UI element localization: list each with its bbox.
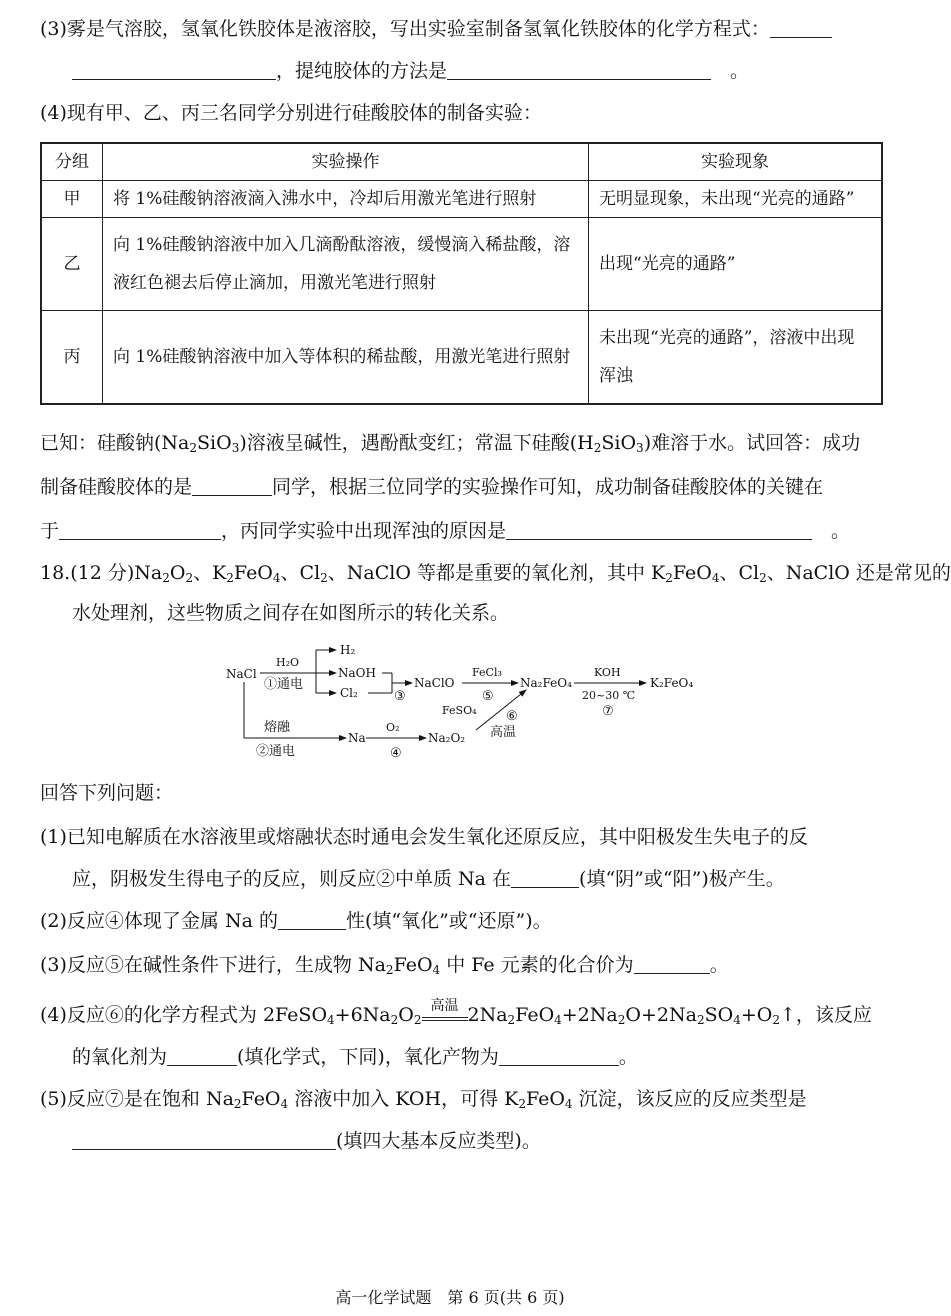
q18-header-line2: 水处理剂，这些物质之间存在如图所示的转化关系。 <box>72 602 510 624</box>
table-row <box>41 311 882 405</box>
experiment-table <box>40 142 883 405</box>
q17-3-line2: ，提纯胶体的方法是 。 <box>72 56 880 86</box>
q18-3: (3)反应⑤在碱性条件下进行，生成物 $Na_2FeO_4$ 中 Fe 元素的化合价为 。 <box>40 954 729 977</box>
answer-blank[interactable] <box>499 1045 619 1066</box>
temp-label: 20~30 ℃ <box>582 689 636 702</box>
table-row <box>41 181 882 218</box>
o2-label: O₂ <box>386 721 400 734</box>
koh-label: KOH <box>594 666 621 679</box>
q17-3-line1: (3)雾是气溶胶，氢氧化铁胶体是液溶胶，写出实验室制备氢氧化铁胶体的化学方程式： <box>40 14 880 44</box>
answer-blank[interactable] <box>511 867 579 888</box>
q17-4-intro: (4)现有甲、乙、丙三名同学分别进行硅酸胶体的制备实验： <box>40 102 542 124</box>
na2o2-label: Na₂O₂ <box>428 731 466 745</box>
operation-cell: 向 1%硅酸钠溶液中加入等体积的稀盐酸，用激光笔进行照射 <box>103 311 589 405</box>
q17-4-known: 已知：硅酸钠$(Na_2SiO_3)$溶液呈碱性，遇酚酞变红；常温下硅酸$(H_2SiO_3)$难溶于水。试回答：成功 <box>40 432 861 455</box>
step3-label: ③ <box>394 689 406 704</box>
table-header: 实验现象 <box>589 143 883 181</box>
q17-4-line3: 于 ，丙同学实验中出现浑浊的原因是 。 <box>40 520 851 542</box>
operation-cell: 将 1%硅酸钠溶液滴入沸水中，冷却后用激光笔进行照射 <box>103 181 589 218</box>
melt-label: 熔融 <box>264 720 291 735</box>
step1-label: ①通电 <box>264 677 304 692</box>
naclo-label: NaClO <box>414 676 455 690</box>
q18-1-line2: 应，阴极发生得电子的反应，则反应②中单质 Na 在 (填“阴”或“阳”)极产生。 <box>72 868 785 890</box>
gaowen-label: 高温 <box>490 725 517 740</box>
step4-label: ④ <box>390 746 402 761</box>
q18-2: (2)反应④体现了金属 Na 的 性(填“氧化”或“还原”)。 <box>40 910 552 932</box>
q18-4-line2: 的氧化剂为 (填化学式，下同)，氧化产物为 。 <box>72 1046 638 1068</box>
answer-blank[interactable] <box>72 59 276 80</box>
answer-blank[interactable] <box>634 953 710 974</box>
q18-1-line1: (1)已知电解质在水溶液里或熔融状态时通电会发生氧化还原反应，其中阳极发生失电子的反 <box>40 826 808 848</box>
step5-label: ⑤ <box>482 689 494 704</box>
answer-blank[interactable] <box>72 1129 336 1150</box>
q18-5-line2: (填四大基本反应类型)。 <box>72 1126 880 1156</box>
conversion-diagram <box>220 638 710 768</box>
answer-blank[interactable] <box>167 1045 237 1066</box>
step2-label: ②通电 <box>256 744 296 759</box>
table-header: 实验操作 <box>103 143 589 181</box>
cl2-label: Cl₂ <box>340 686 358 700</box>
step6-label: ⑥ <box>506 709 518 724</box>
page-footer: 高一化学试题 第 6 页(共 6 页) <box>335 1288 565 1307</box>
table-row <box>41 218 882 311</box>
q17-4-line2: 制备硅酸胶体的是 同学，根据三位同学的实验操作可知，成功制备硅酸胶体的关键在 <box>40 476 824 498</box>
answer-blank[interactable] <box>278 909 346 930</box>
nacl-label: NaCl <box>226 667 257 681</box>
na-label: Na <box>348 731 366 745</box>
na2feo4-label: Na₂FeO₄ <box>520 676 572 690</box>
h2-label: H₂ <box>340 643 356 657</box>
answer-blank[interactable] <box>192 475 272 496</box>
fecl3-label: FeCl₃ <box>472 666 502 679</box>
phenomenon-cell: 无明显现象，未出现“光亮的通路” <box>589 181 883 218</box>
naoh-label: NaOH <box>338 666 376 680</box>
condition-equals: 高温 <box>422 1015 468 1021</box>
q18-header: 18.(12 分)$Na_2O_2$、$K_2FeO_4$、$Cl_2$、NaClO 等都是重要的氧化剂，其中 $K_2FeO_4$、$Cl_2$、NaClO 还是常见的 <box>40 562 951 585</box>
table-header-row <box>41 143 882 181</box>
group-cell: 甲 <box>41 181 103 218</box>
step7-label: ⑦ <box>602 704 614 719</box>
answer-blank[interactable] <box>770 17 832 38</box>
q18-5-line1: (5)反应⑦是在饱和 $Na_2FeO_4$ 溶液中加入 KOH，可得 $K_2FeO_4$ 沉淀，该反应的反应类型是 <box>40 1088 807 1111</box>
q18-4-line1: (4)反应⑥的化学方程式为 $2FeSO_4+6Na_2O_2$ 高温 $2Na_2FeO_4+2Na_2O+2Na_2SO_4+O_2↑$，该反应 <box>40 998 872 1027</box>
k2feo4-label: K₂FeO₄ <box>650 676 694 690</box>
answer-blank[interactable] <box>506 519 812 540</box>
operation-cell: 向 1%硅酸钠溶液中加入几滴酚酞溶液，缓慢滴入稀盐酸，溶液红色褪去后停止滴加，用激光笔进行照射 <box>103 218 589 311</box>
group-cell: 乙 <box>41 218 103 311</box>
phenomenon-cell: 未出现“光亮的通路”，溶液中出现浑浊 <box>589 311 883 405</box>
answer-blank[interactable] <box>447 59 711 80</box>
feso4-label: FeSO₄ <box>442 704 477 717</box>
h2o-label: H₂O <box>276 656 300 669</box>
group-cell: 丙 <box>41 311 103 405</box>
answer-blank[interactable] <box>59 519 221 540</box>
table-header: 分组 <box>41 143 103 181</box>
phenomenon-cell: 出现“光亮的通路” <box>589 218 883 311</box>
answer-prompt: 回答下列问题： <box>40 782 174 804</box>
